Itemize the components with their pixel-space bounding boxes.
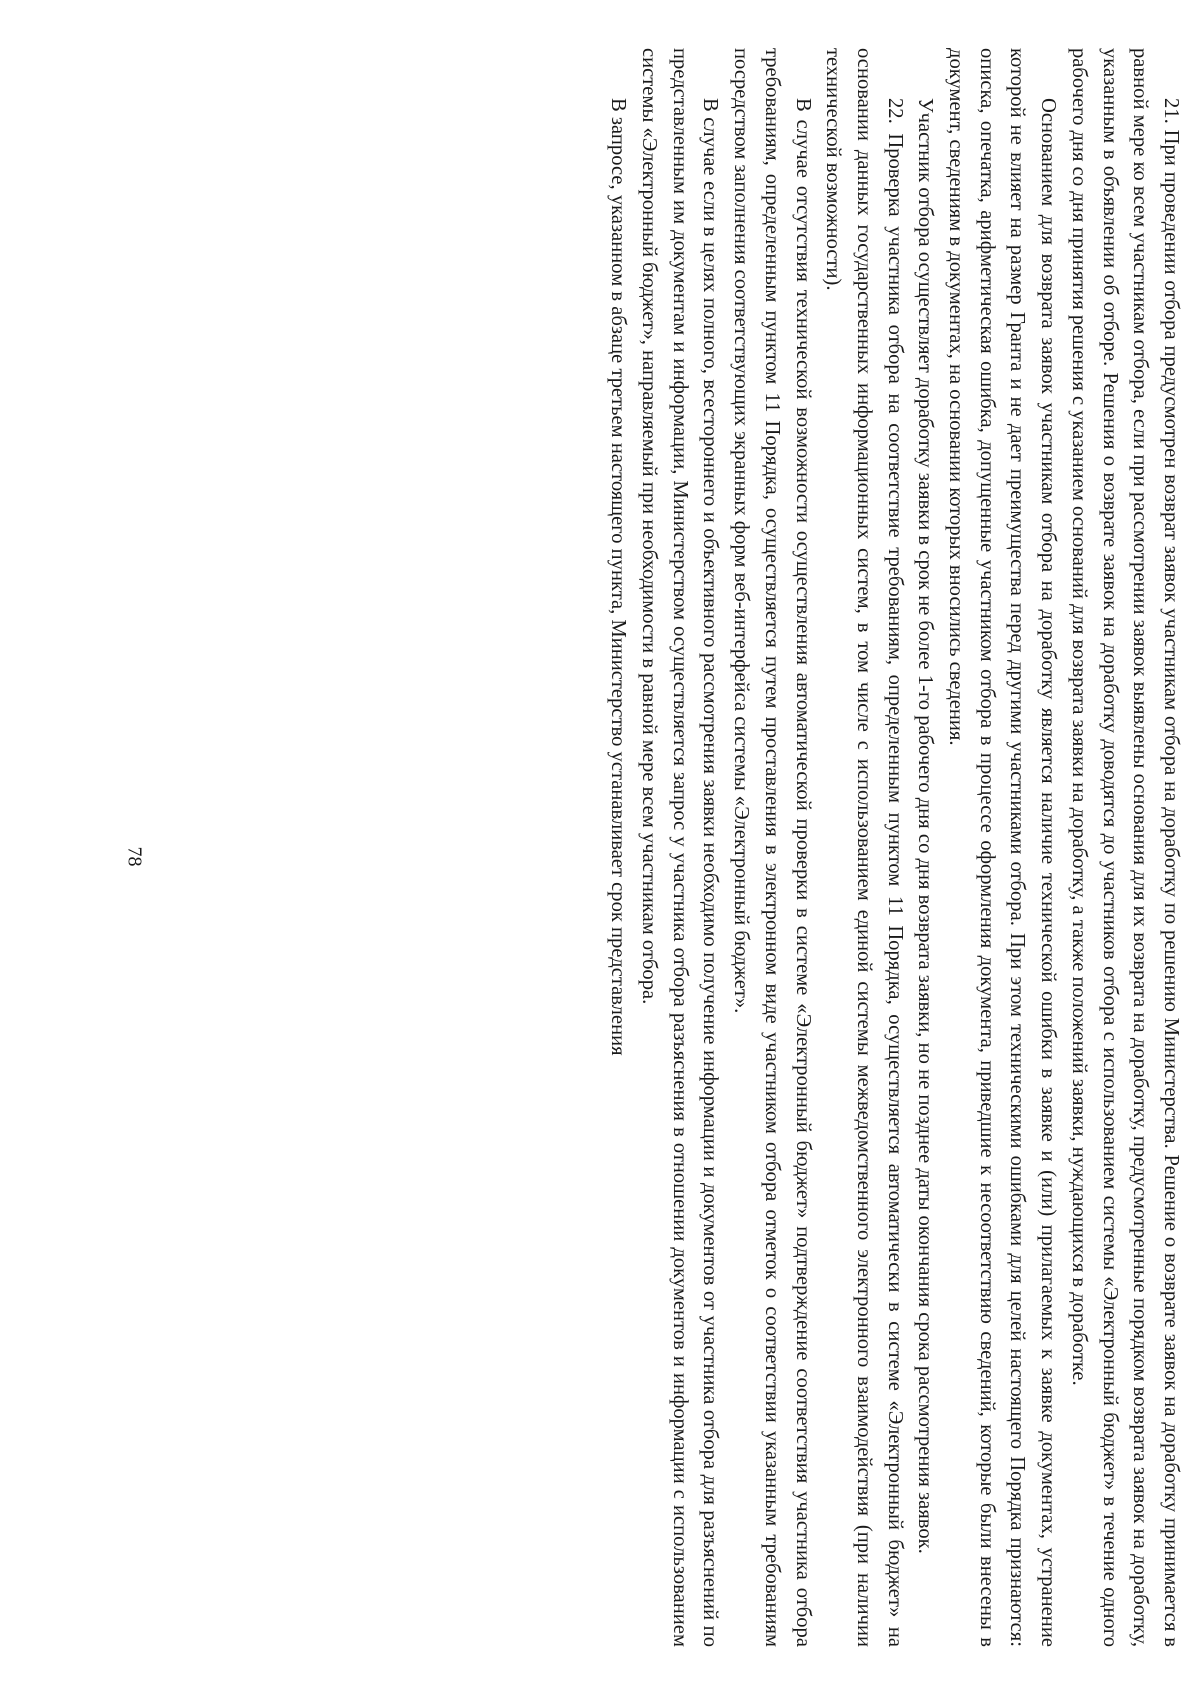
paragraph: В случае отсутствия технической возможности осуществления автоматической проверки в системе «Электронный бюджет» подтверждение соответствия участника отбора требованиям, определенным пунктом 11 Порядка, осуществляется путем проставления в электронном виде участником отбора отметок о соответствии указанным требованиям посредством заполнения соответствующих экранных форм веб-интерфейса системы «Электронный бюджет». xyxy=(730,48,814,1647)
paragraph: 21. При проведении отбора предусмотрен возврат заявок участникам отбора на доработку по решению Министерства. Решение о возврате заявок на доработку принимается в равной мере ко всем участникам отбора, если при рассмотрении заявок выявлены основания для их возврата на доработку, предусмотренные порядком возврата заявок на доработку, указанным в объявлении об отборе. Решения о возврате заявок на доработку доводятся до участников отбора с использованием системы «Электронный бюджет» в течение одного рабочего дня со дня принятия решения с указанием оснований для возврата заявки на доработку, а также положений заявки, нуждающихся в доработке. xyxy=(1067,48,1182,1647)
paragraph: 22. Проверка участника отбора на соответствие требованиям, определенным пунктом 11 Порядка, осуществляется автоматически в системе «Электронный бюджет» на основании данных государственных информационных систем, в том числе с использованием единой системы межведомственного электронного взаимодействия (при наличии технической возможности). xyxy=(822,48,906,1647)
paragraph: В случае если в целях полного, всестороннего и объективного рассмотрения заявки необходимо получение информации и документов от участника отбора для разъяснений по представленным им документам и информации, Министерством осуществляется запрос у участника отбора разъяснения в отношении документов и информации с использованием системы «Электронный бюджет», направляемый при необходимости в равной мере всем участникам отбора. xyxy=(638,48,722,1647)
document-body xyxy=(174,48,1186,1647)
page-number: 78 xyxy=(123,846,146,867)
paragraph: Участник отбора осуществляет доработку заявки в срок не более 1-го рабочего дня со дня возврата заявки, но не позднее даты окончания срока рассмотрения заявок. xyxy=(914,98,937,1554)
paragraph: В запросе, указанном в абзаце третьем настоящего пункта, Министерство устанавливает срок представления xyxy=(607,98,630,1056)
paragraph: Основанием для возврата заявок участникам отбора на доработку является наличие технической ошибки в заявке и (или) прилагаемых к заявке документах, устранение которой не влияет на размер Гранта и не дает преимущества перед другими участниками отбора. При этом техническими ошибками для целей настоящего Порядка признаются: описка, опечатка, арифметическая ошибка, допущенные участником отбора в процессе оформления документа, приведшие к несоответствию сведений, которые были внесены в документ, сведениям в документах, на основании которых вносились сведения. xyxy=(945,48,1060,1647)
